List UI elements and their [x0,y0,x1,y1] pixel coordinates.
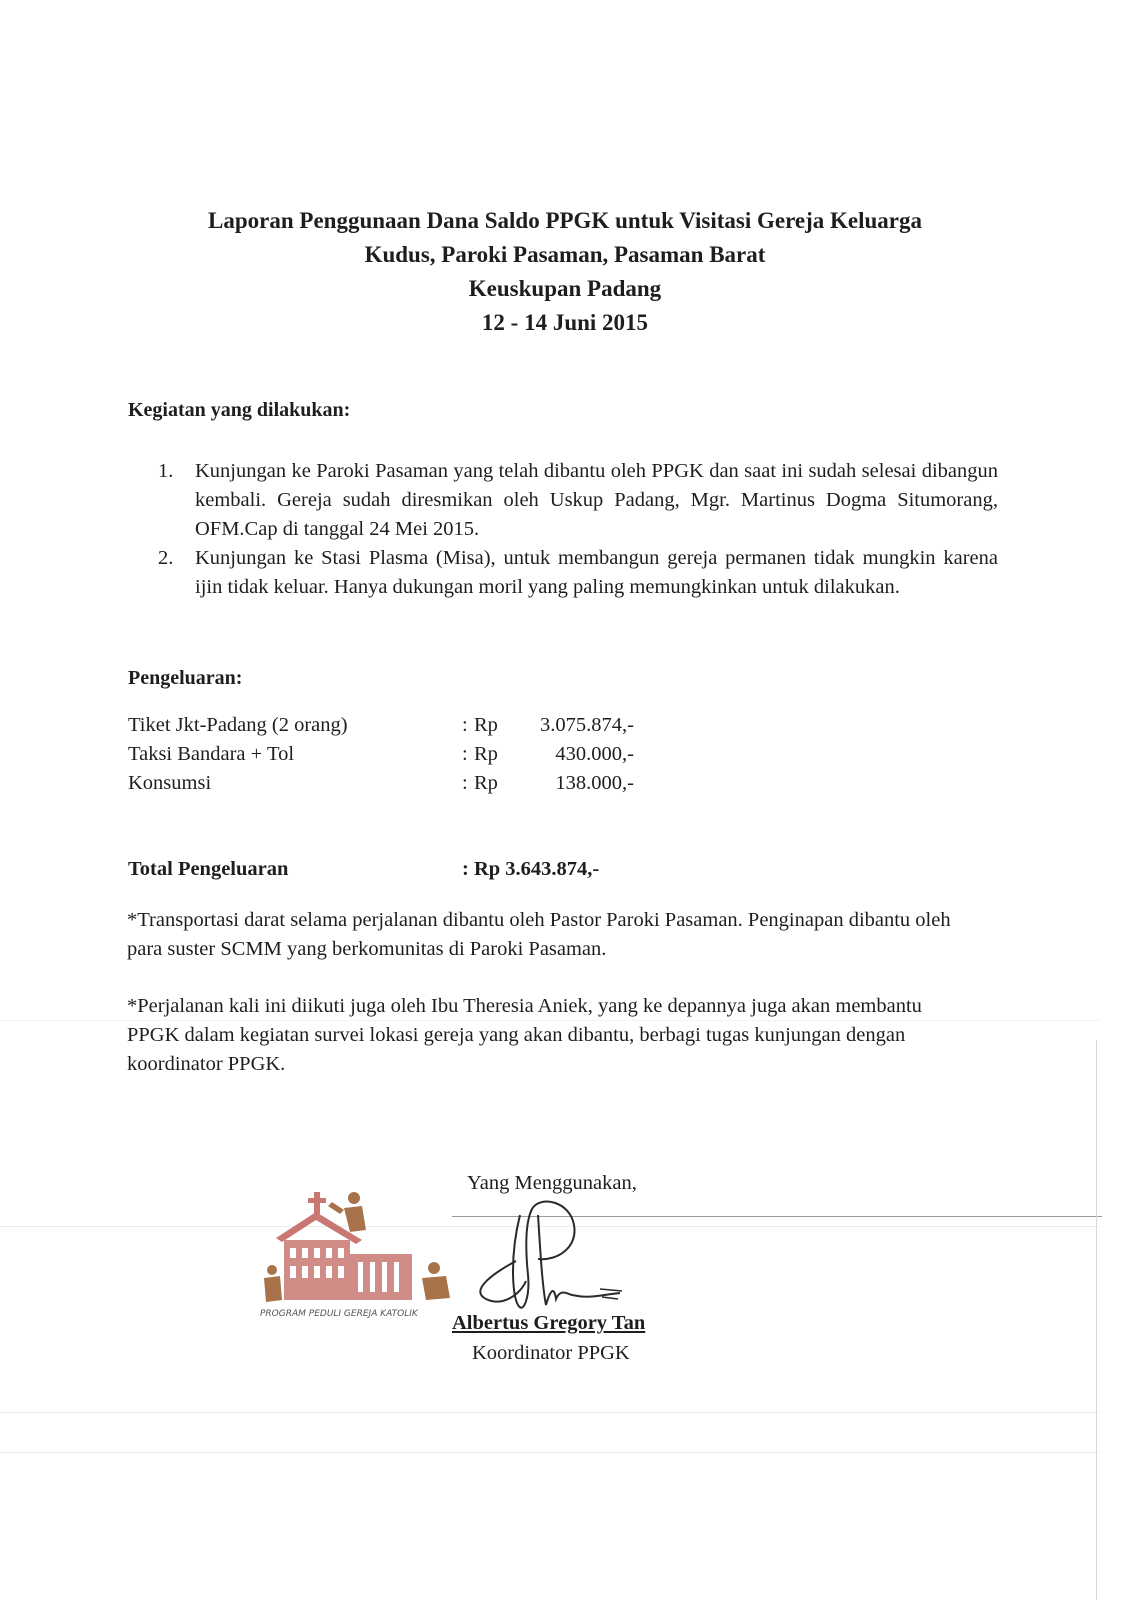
scan-artifact-edge [1096,1040,1097,1600]
expense-amount: 430.000,- [555,743,634,765]
expense-colon: : [462,743,468,765]
expense-colon: : [462,772,468,794]
activity-list [158,457,998,602]
expense-row-ticket [128,714,648,743]
note-companion: *Perjalanan kali ini diikuti juga oleh Ibu Theresia Aniek, yang ke depannya juga akan membantu PPGK dalam kegiatan survei lokasi gereja yang akan dibantu, berbagi tugas kunjungan dengan koordinator PPGK. [127,995,922,1075]
expense-label: Tiket Jkt-Padang (2 orang) [128,714,348,736]
note-transport: *Transportasi darat selama perjalanan dibantu oleh Pastor Paroki Pasaman. Penginapan dibantu oleh para suster SCMM yang berkomunitas di Paroki Pasaman. [127,909,951,960]
expense-amount: 138.000,- [555,772,634,794]
expense-amount: 3.075.874,- [540,714,634,736]
expense-row-taxi [128,743,648,772]
document-title [150,204,980,340]
list-item [158,457,998,544]
expense-label: Taksi Bandara + Tol [128,743,295,765]
list-item-text: Kunjungan ke Stasi Plasma (Misa), untuk membangun gereja permanen tidak mungkin karena ijin tidak keluar. Hanya dukungan moril yang paling memungkinkan untuk dilakukan. [195,547,998,598]
signer-role: Koordinator PPGK [472,1342,630,1364]
list-item-number: 2. [158,547,174,569]
activities-heading: Kegiatan yang dilakukan: [128,399,351,421]
total-label: Total Pengeluaran [128,858,289,880]
expense-row-consumption [128,772,648,801]
title-line-1: Laporan Penggunaan Dana Saldo PPGK untuk Visitasi Gereja Keluarga [208,208,922,233]
title-line-2: Kudus, Paroki Pasaman, Pasaman Barat [364,242,766,267]
expense-colon: : [462,714,468,736]
scan-artifact-line [0,1412,1100,1413]
expense-label: Konsumsi [128,772,212,794]
ppgk-logo-stamp [258,1190,473,1330]
expense-currency: Rp [474,743,498,765]
title-line-3: Keuskupan Padang [468,276,662,301]
signature-label: Yang Menggunakan, [467,1172,637,1194]
total-value: : Rp 3.643.874,- [462,858,600,880]
list-item [158,544,998,602]
logo-caption: PROGRAM PEDULI GEREJA KATOLIK [260,1309,418,1319]
scan-artifact-line [0,1452,1100,1453]
list-item-number: 1. [158,460,174,482]
list-item-text: Kunjungan ke Paroki Pasaman yang telah dibantu oleh PPGK dan saat ini sudah selesai dibangun kembali. Gereja sudah diresmikan oleh Uskup Padang, Mgr. Martinus Dogma Situmorang, OFM.Cap di tanggal 24 Mei 2015. [195,460,998,540]
expenses-heading: Pengeluaran: [128,667,243,689]
title-line-4: 12 - 14 Juni 2015 [481,310,649,335]
signer-name: Albertus Gregory Tan [452,1312,646,1334]
expense-currency: Rp [474,714,498,736]
expense-currency: Rp [474,772,498,794]
handwritten-signature [450,1195,640,1325]
